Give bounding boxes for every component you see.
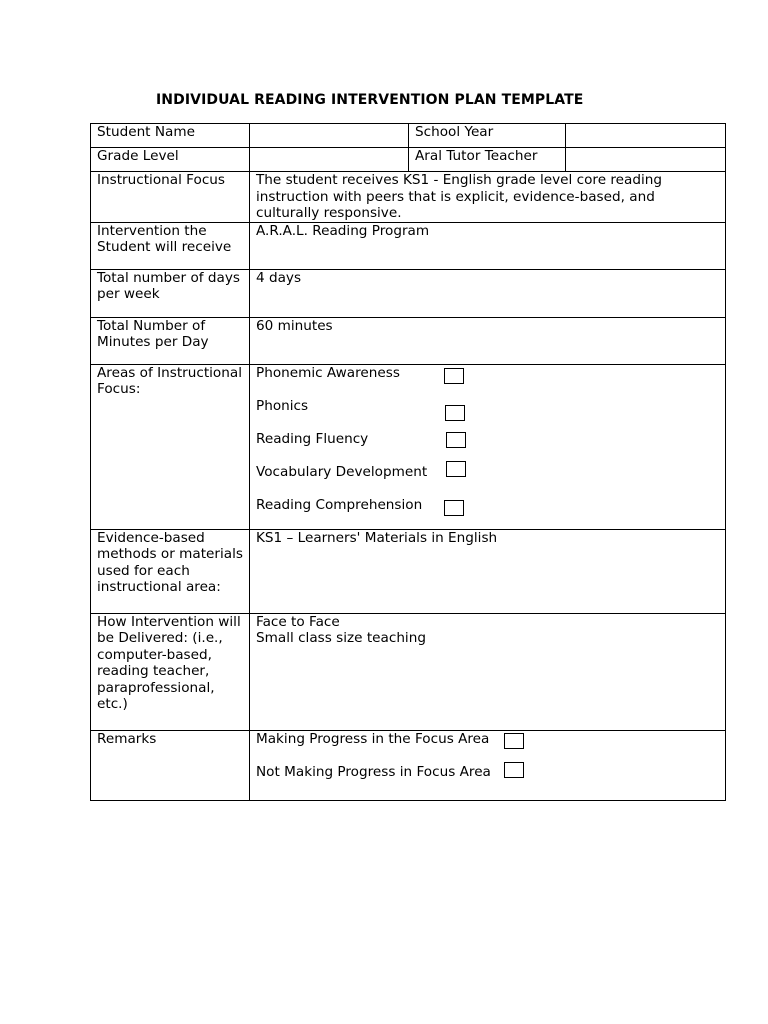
table-row [91,529,726,613]
tutor-teacher-label: Aral Tutor Teacher [409,148,566,172]
reading-fluency-label: Reading Fluency [256,430,369,447]
instructional-focus-value: The student receives KS1 - English grade level core reading instruction with peers that is explicit, evidence-based, and culturally responsive. [250,172,726,223]
phonemic-awareness-label: Phonemic Awareness [256,364,400,381]
phonics-checkbox[interactable] [445,405,465,421]
delivery-line: Face to Face [256,613,340,630]
table-row [91,124,726,148]
table-row [91,730,726,800]
areas-checklist [250,364,726,529]
making-progress-label: Making Progress in the Focus Area [256,730,490,747]
intervention-plan-table [90,123,726,801]
delivery-label: How Intervention will be Delivered: (i.e., computer-based, reading teacher, paraprofessional, etc.) [91,613,250,730]
intervention-value: A.R.A.L. Reading Program [250,222,726,269]
remarks-label: Remarks [91,730,250,800]
school-year-field[interactable] [566,124,726,148]
reading-fluency-checkbox[interactable] [446,432,466,448]
grade-level-field[interactable] [250,148,409,172]
table-row [91,364,726,529]
table-row [91,172,726,223]
grade-level-label: Grade Level [91,148,250,172]
document-title: INDIVIDUAL READING INTERVENTION PLAN TEMPLATE [156,92,584,108]
tutor-teacher-field[interactable] [566,148,726,172]
intervention-label: Intervention the Student will receive [91,222,250,269]
days-per-week-label: Total number of days per week [91,269,250,317]
student-name-label: Student Name [91,124,250,148]
school-year-label: School Year [409,124,566,148]
table-row [91,317,726,364]
not-making-progress-label: Not Making Progress in Focus Area [256,763,491,780]
not-making-progress-checkbox[interactable] [504,762,524,778]
table-row [91,222,726,269]
days-per-week-value: 4 days [250,269,726,317]
phonemic-awareness-checkbox[interactable] [444,368,464,384]
minutes-per-day-label: Total Number of Minutes per Day [91,317,250,364]
delivery-value [250,613,726,730]
areas-label: Areas of Instructional Focus: [91,364,250,529]
making-progress-checkbox[interactable] [504,733,524,749]
phonics-label: Phonics [256,397,309,414]
delivery-line: Small class size teaching [256,630,426,646]
methods-value: KS1 – Learners' Materials in English [250,529,726,613]
methods-label: Evidence-based methods or materials used for each instructional area: [91,529,250,613]
instructional-focus-label: Instructional Focus [91,172,250,223]
student-name-field[interactable] [250,124,409,148]
reading-comprehension-label: Reading Comprehension [256,496,423,513]
remarks-checklist [250,730,726,800]
reading-comprehension-checkbox[interactable] [444,500,464,516]
minutes-per-day-value: 60 minutes [250,317,726,364]
table-row [91,148,726,172]
vocabulary-development-label: Vocabulary Development [256,463,428,480]
vocabulary-development-checkbox[interactable] [446,461,466,477]
table-row [91,613,726,730]
table-row [91,269,726,317]
